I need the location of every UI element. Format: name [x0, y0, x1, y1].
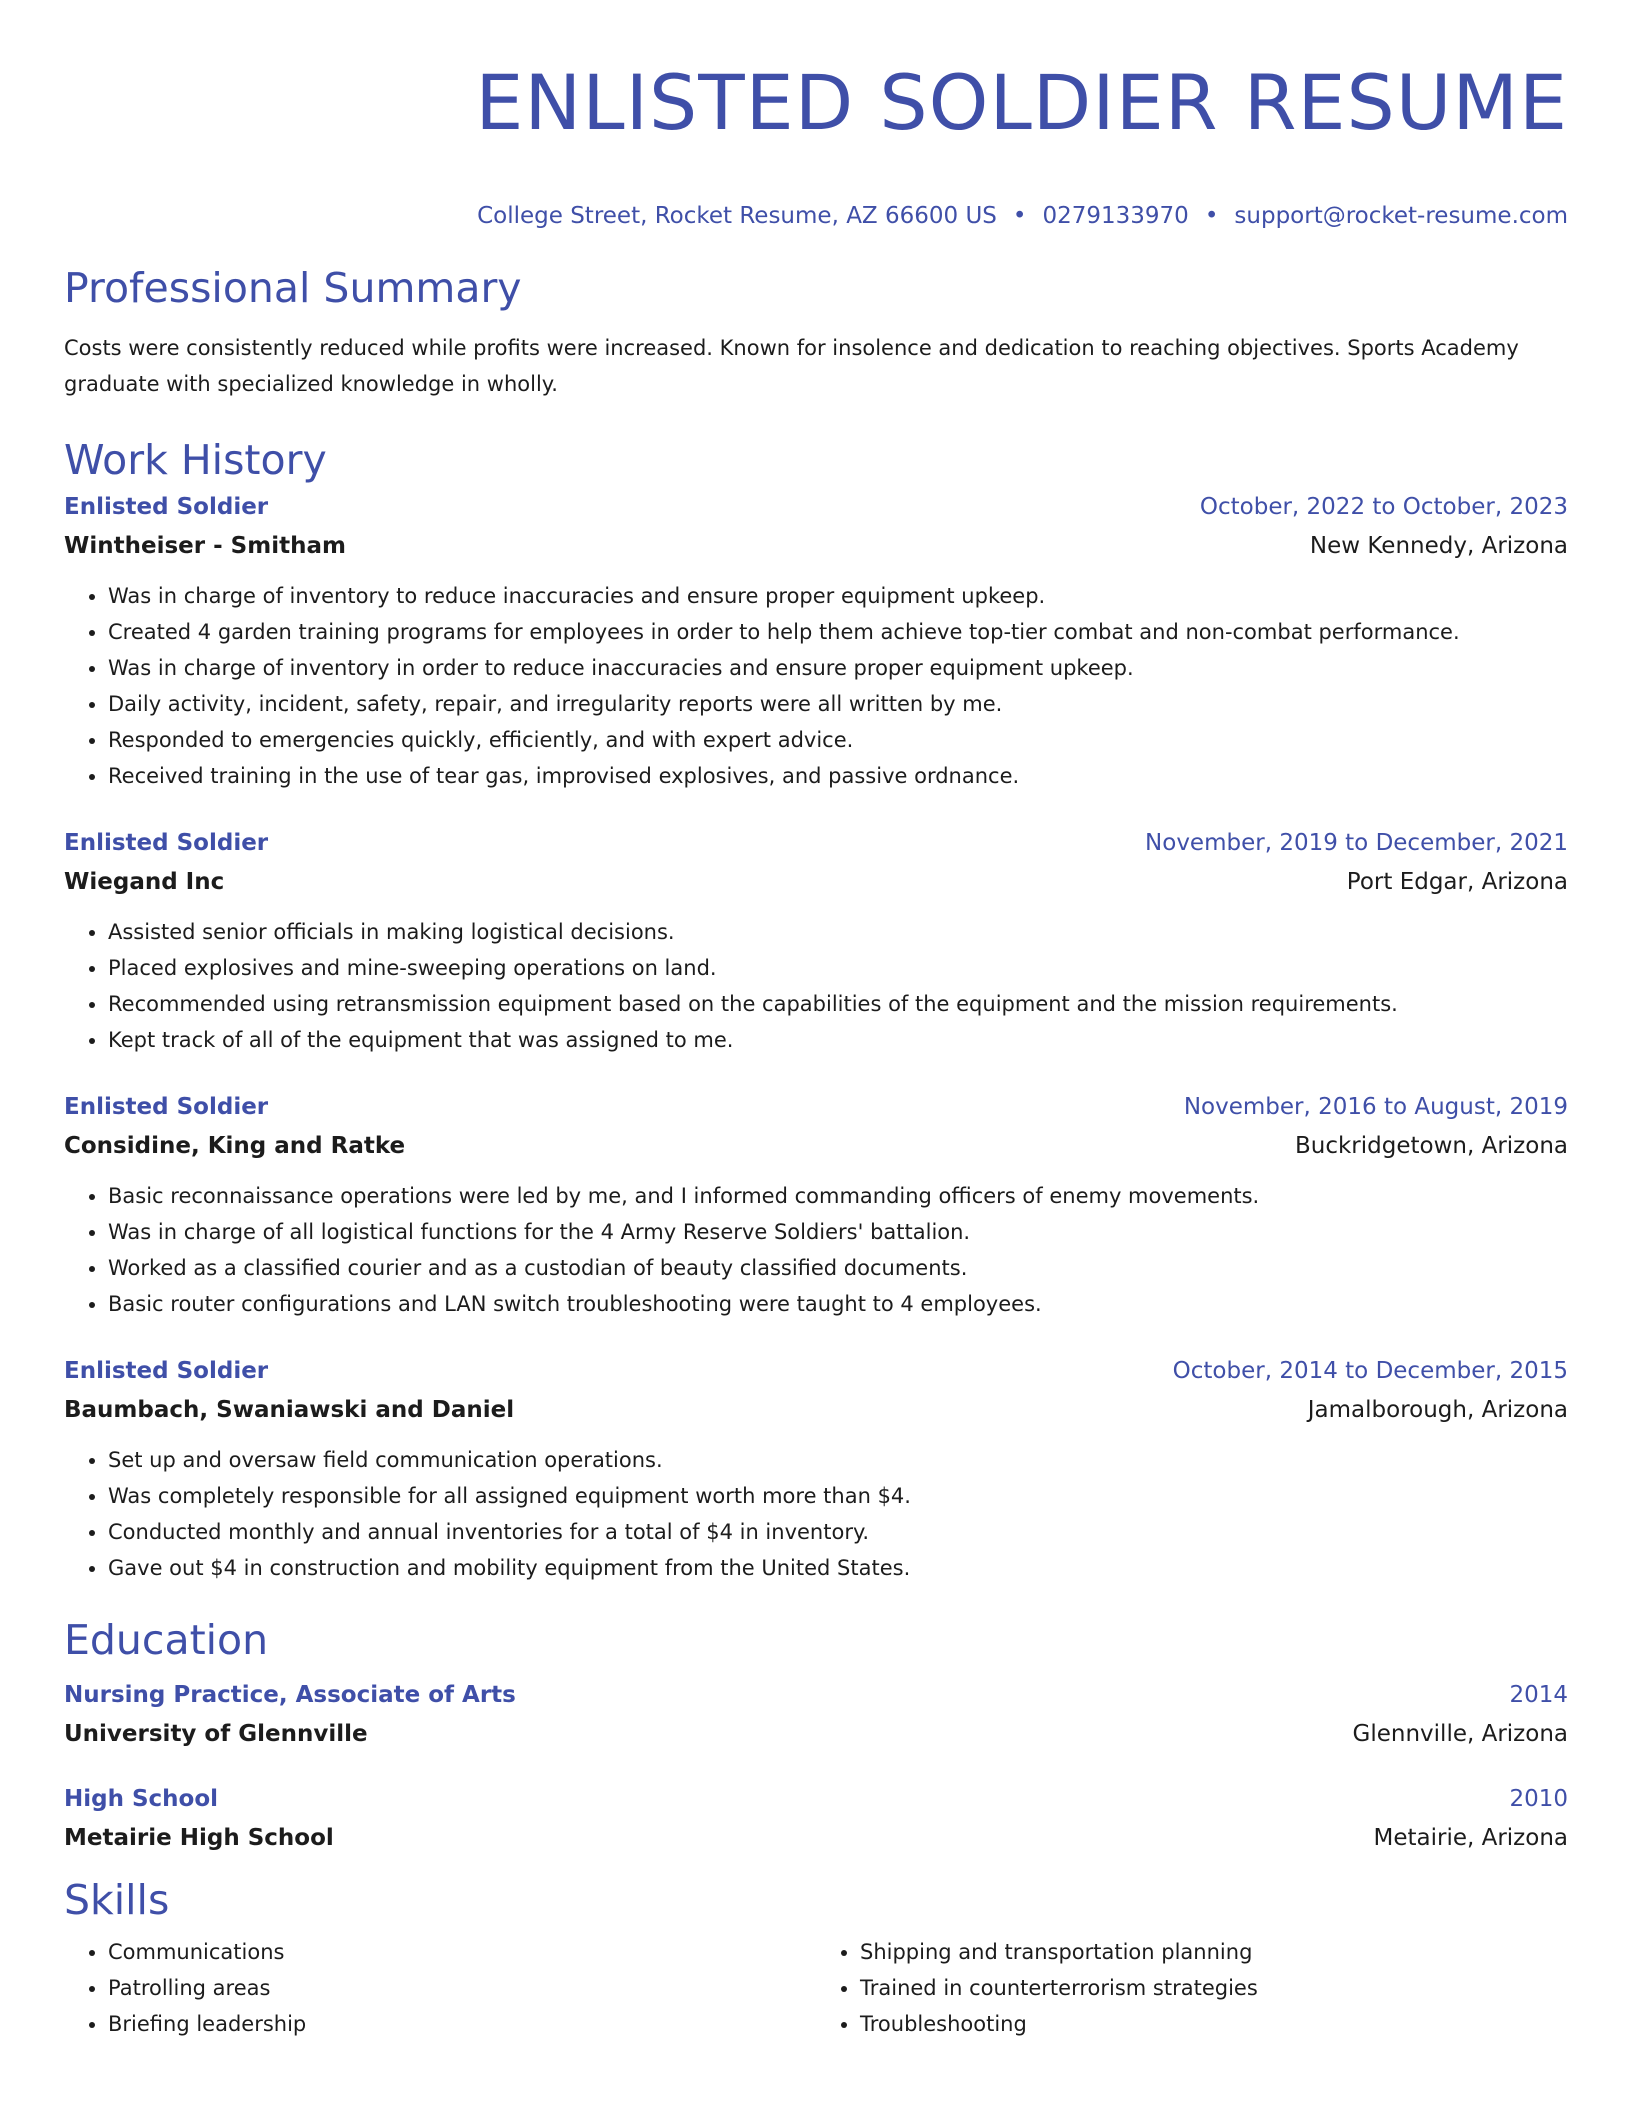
job-location: Buckridgetown, Arizona	[1294, 1133, 1568, 1159]
job-company-row	[64, 1126, 1568, 1166]
contact-email[interactable]: support@rocket-resume.com	[1234, 203, 1568, 229]
education-school-row	[64, 1818, 1568, 1858]
job-role: Enlisted Soldier	[64, 1094, 269, 1120]
job-company: Considine, King and Ratke	[64, 1133, 406, 1159]
resume-page	[64, 0, 1568, 2042]
education-school: Metairie High School	[64, 1825, 334, 1851]
skills-left-list	[64, 1934, 816, 2042]
skills-right-list	[816, 1934, 1568, 2042]
job-bullet: • Placed explosives and mine-sweeping operations on land.	[108, 950, 1568, 986]
work-history-heading: Work History	[64, 436, 327, 484]
job-role: Enlisted Soldier	[64, 494, 269, 520]
skill-item: • Briefing leadership	[108, 2006, 816, 2042]
job-company: Wintheiser - Smitham	[64, 533, 346, 559]
job-bullet: • Recommended using retransmission equipment based on the capabilities of the equipment and the mission requirements.	[108, 986, 1568, 1022]
job-dates: October, 2022 to October, 2023	[1199, 494, 1568, 520]
job-bullet: • Was completely responsible for all assigned equipment worth more than $4.	[108, 1478, 1568, 1514]
education-school: University of Glennville	[64, 1721, 368, 1747]
skill-item: • Communications	[108, 1934, 816, 1970]
summary-text: Costs were consistently reduced while profits were increased. Known for insolence and dedication to reaching objectives. Sports Academy graduate with specialized knowledge in wholly.	[64, 336, 1519, 396]
education-heading: Education	[64, 1616, 269, 1664]
job-bullet: • Basic reconnaissance operations were led by me, and I informed commanding officers of enemy movements.	[108, 1178, 1568, 1214]
job-entry	[64, 488, 1568, 794]
job-entry	[64, 824, 1568, 1058]
education-degree: High School	[64, 1786, 219, 1812]
skill-item: • Shipping and transportation planning	[860, 1934, 1568, 1970]
job-company-row	[64, 862, 1568, 902]
job-entry	[64, 1352, 1568, 1586]
skill-item: • Patrolling areas	[108, 1970, 816, 2006]
job-bullet: • Worked as a classified courier and as a custodian of beauty classified documents.	[108, 1250, 1568, 1286]
job-bullet: • Was in charge of inventory in order to reduce inaccuracies and ensure proper equipment upkeep.	[108, 650, 1568, 686]
job-bullet: • Kept track of all of the equipment that was assigned to me.	[108, 1022, 1568, 1058]
job-bullets	[64, 578, 1568, 794]
job-bullet: • Set up and oversaw field communication operations.	[108, 1442, 1568, 1478]
job-header-row	[64, 488, 1568, 526]
job-bullet: • Was in charge of all logistical functions for the 4 Army Reserve Soldiers' battalion.	[108, 1214, 1568, 1250]
job-dates: October, 2014 to December, 2015	[1172, 1358, 1568, 1384]
job-bullet: • Created 4 garden training programs for employees in order to help them achieve top-tier combat and non-combat performance.	[108, 614, 1568, 650]
job-bullet: • Was in charge of inventory to reduce inaccuracies and ensure proper equipment upkeep.	[108, 578, 1568, 614]
contact-line	[64, 200, 1568, 232]
skills-columns	[64, 1934, 1568, 2042]
contact-separator: •	[1012, 203, 1027, 229]
job-bullet: • Gave out $4 in construction and mobility equipment from the United States.	[108, 1550, 1568, 1586]
education-year: 2014	[1509, 1682, 1568, 1708]
education-entry	[64, 1676, 1568, 1754]
job-bullet: • Conducted monthly and annual inventories for a total of $4 in inventory.	[108, 1514, 1568, 1550]
job-role: Enlisted Soldier	[64, 1358, 269, 1384]
job-header-row	[64, 1088, 1568, 1126]
education-location: Glennville, Arizona	[1352, 1721, 1568, 1747]
resume-title: ENLISTED SOLDIER RESUME	[475, 58, 1568, 147]
education-degree: Nursing Practice, Associate of Arts	[64, 1682, 516, 1708]
job-role: Enlisted Soldier	[64, 830, 269, 856]
job-bullet: • Received training in the use of tear gas, improvised explosives, and passive ordnance.	[108, 758, 1568, 794]
job-location: Jamalborough, Arizona	[1307, 1397, 1568, 1423]
job-bullets	[64, 1442, 1568, 1586]
job-header-row	[64, 1352, 1568, 1390]
job-location: Port Edgar, Arizona	[1346, 869, 1568, 895]
education-location: Metairie, Arizona	[1373, 1825, 1568, 1851]
summary-heading: Professional Summary	[64, 264, 522, 312]
job-company: Wiegand Inc	[64, 869, 225, 895]
job-company-row	[64, 526, 1568, 566]
job-company-row	[64, 1390, 1568, 1430]
education-school-row	[64, 1714, 1568, 1754]
job-bullets	[64, 1178, 1568, 1322]
education-year: 2010	[1509, 1786, 1568, 1812]
job-header-row	[64, 824, 1568, 862]
skill-item: • Trained in counterterrorism strategies	[860, 1970, 1568, 2006]
job-bullet: • Daily activity, incident, safety, repair, and irregularity reports were all written by me.	[108, 686, 1568, 722]
education-header-row	[64, 1676, 1568, 1714]
skill-item: • Troubleshooting	[860, 2006, 1568, 2042]
job-bullet: • Responded to emergencies quickly, efficiently, and with expert advice.	[108, 722, 1568, 758]
job-bullet: • Assisted senior officials in making logistical decisions.	[108, 914, 1568, 950]
contact-address: College Street, Rocket Resume, AZ 66600 US	[477, 203, 997, 229]
job-bullet: • Basic router configurations and LAN switch troubleshooting were taught to 4 employees.	[108, 1286, 1568, 1322]
job-entry	[64, 1088, 1568, 1322]
job-location: New Kennedy, Arizona	[1309, 533, 1568, 559]
job-dates: November, 2019 to December, 2021	[1145, 830, 1568, 856]
job-company: Baumbach, Swaniawski and Daniel	[64, 1397, 515, 1423]
education-header-row	[64, 1780, 1568, 1818]
skills-heading: Skills	[64, 1876, 170, 1924]
contact-separator: •	[1204, 203, 1219, 229]
job-dates: November, 2016 to August, 2019	[1183, 1094, 1568, 1120]
job-bullets	[64, 914, 1568, 1058]
education-entry	[64, 1780, 1568, 1858]
contact-phone: 0279133970	[1042, 203, 1189, 229]
